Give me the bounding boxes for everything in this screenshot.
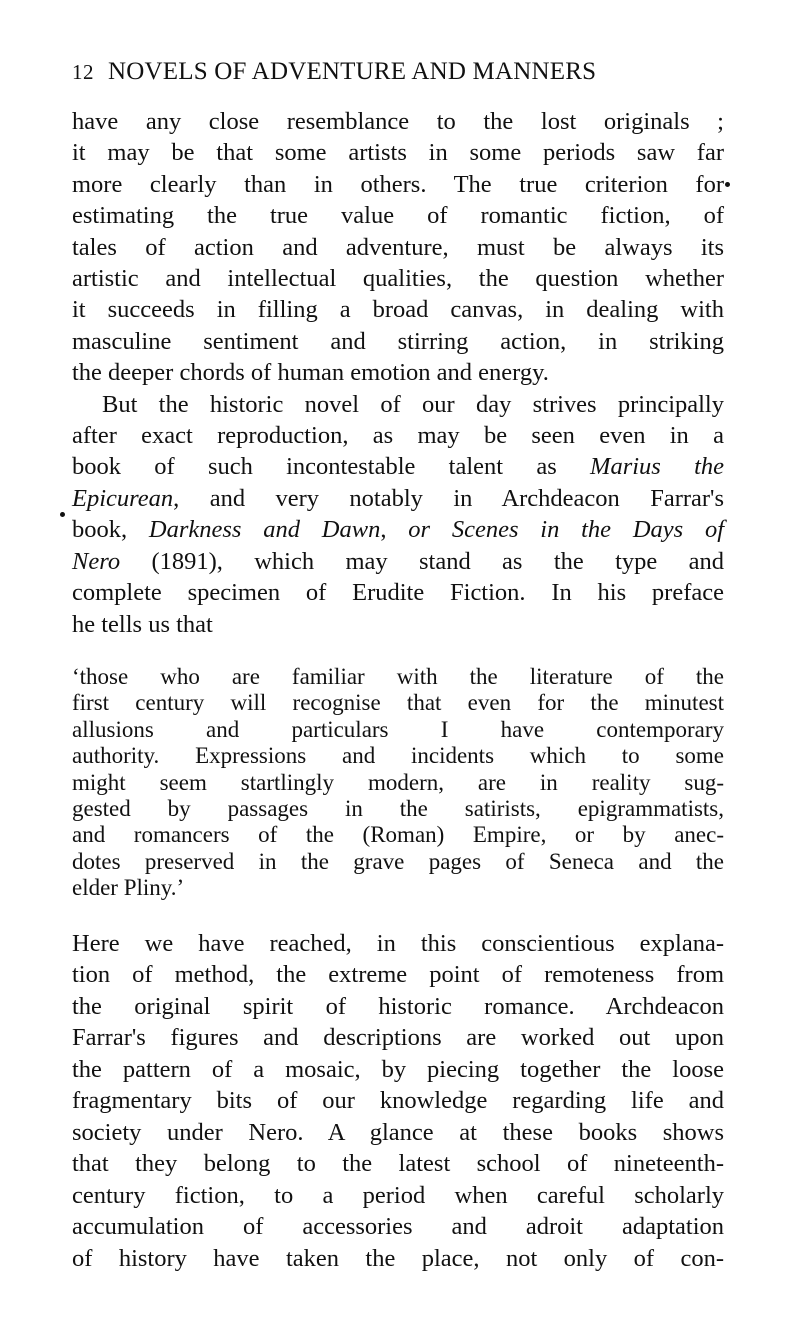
text-line: complete specimen of Erudite Fiction. In his preface xyxy=(72,579,724,606)
text-line xyxy=(72,514,724,545)
running-head xyxy=(72,56,724,88)
text-run: , xyxy=(380,516,387,543)
quote-line: gested by passages in the satirists, epigrammatists, xyxy=(72,796,724,821)
running-head-title: NOVELS OF ADVENTURE AND MANNERS xyxy=(108,58,597,85)
text-line: estimating the true value of romantic fiction, of xyxy=(72,202,724,229)
text-line: it succeeds in filling a broad canvas, in dealing with xyxy=(72,296,724,323)
text-line xyxy=(72,451,724,482)
text-run: , and very notably in Archdeacon Farrar's xyxy=(173,485,724,512)
book-subtitle: or Scenes in the Days of xyxy=(408,516,725,543)
text-line: the deeper chords of human emotion and energy. xyxy=(72,359,549,386)
text-line: accumulation of accessories and adroit adaptation xyxy=(72,1213,724,1240)
text-line: he tells us that xyxy=(72,611,213,638)
quote-line: and romancers of the (Roman) Empire, or by anec- xyxy=(72,822,724,847)
text-line: But the historic novel of our day strives principally xyxy=(102,391,724,418)
quote-line: might seem startlingly modern, are in reality sug- xyxy=(72,770,724,795)
text-line: after exact reproduction, as may be seen even in a xyxy=(72,422,724,449)
quote-line: authority. Expressions and incidents which to some xyxy=(72,743,724,768)
page-number: 12 xyxy=(72,60,94,84)
text-run: book, xyxy=(72,516,128,543)
text-line: society under Nero. A glance at these books shows xyxy=(72,1119,724,1146)
text-line: the original spirit of historic romance. Archdeacon xyxy=(72,993,724,1020)
book-title-epicurean: Epicurean xyxy=(72,485,174,512)
text-line: fragmentary bits of our knowledge regarding life and xyxy=(72,1087,724,1114)
book-title-darkness-and-dawn: Darkness and Dawn xyxy=(148,516,381,543)
quote-line: dotes preserved in the grave pages of Seneca and the xyxy=(72,849,724,874)
text-line xyxy=(72,546,724,577)
text-line: Farrar's figures and descriptions are worked out upon xyxy=(72,1024,724,1051)
text-line: of history have taken the place, not only of con- xyxy=(72,1245,724,1272)
text-line: have any close resemblance to the lost originals ; xyxy=(72,108,724,135)
text-line: more clearly than in others. The true criterion for xyxy=(72,171,724,198)
text-line: that they belong to the latest school of nineteenth- xyxy=(72,1150,724,1177)
book-title-nero: Nero xyxy=(72,548,121,575)
scan-speck xyxy=(725,182,730,187)
text-line: tales of action and adventure, must be always its xyxy=(72,234,724,261)
book-title-marius: Marius the xyxy=(590,453,725,480)
text-line: the pattern of a mosaic, by piecing together the loose xyxy=(72,1056,724,1083)
text-line xyxy=(72,483,724,514)
quote-line: ‘those who are familiar with the literature of the xyxy=(72,664,724,689)
text-run: book of such incontestable talent as xyxy=(72,453,557,480)
text-line: century fiction, to a period when careful scholarly xyxy=(72,1182,724,1209)
text-line: tion of method, the extreme point of remoteness from xyxy=(72,961,724,988)
text-run: (1891), which may stand as the type and xyxy=(120,548,724,575)
text-line: it may be that some artists in some periods saw far xyxy=(72,139,724,166)
text-line: artistic and intellectual qualities, the question whether xyxy=(72,265,724,292)
quote-line: first century will recognise that even for the minutest xyxy=(72,690,724,715)
quote-line: elder Pliny.’ xyxy=(72,875,185,900)
scan-speck xyxy=(60,512,65,517)
text-line: masculine sentiment and stirring action, in striking xyxy=(72,328,724,355)
text-line: Here we have reached, in this conscientious explana- xyxy=(72,930,724,957)
quote-line: allusions and particulars I have contemporary xyxy=(72,717,724,742)
